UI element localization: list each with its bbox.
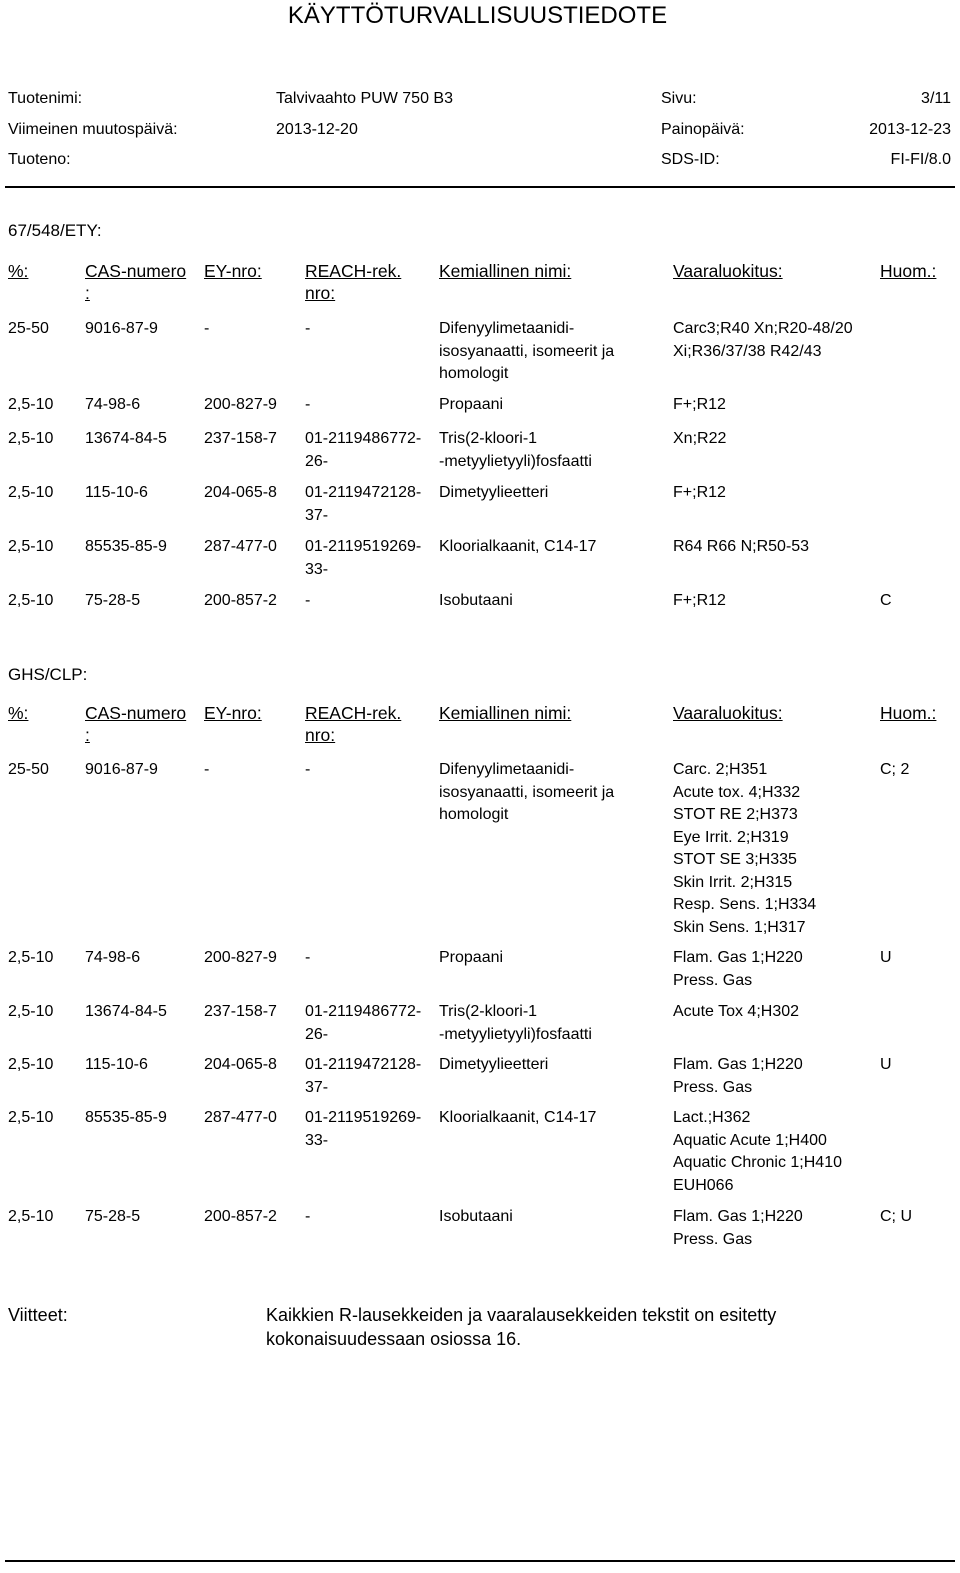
reach-number-cell: 01-2119519269- (305, 538, 422, 555)
classification-cell: Xi;R36/37/38 R42/43 (673, 342, 822, 360)
references-text (266, 1303, 776, 1351)
percent-cell: 2,5-10 (8, 1208, 54, 1225)
reach-number-cell: 33- (305, 1131, 329, 1149)
chemical-name-cell: Tris(2-kloori-1 (439, 1003, 538, 1020)
ec-number-cell: 200-827-9 (204, 396, 277, 413)
chemical-name-cell: homologit (439, 365, 509, 382)
ec-number-cell: 200-857-2 (204, 592, 277, 609)
chemical-name-cell: isosyanaatti, isomeerit ja (439, 342, 615, 360)
ec-number-cell: 204-065-8 (204, 484, 277, 501)
column-header-classification: Vaaraluokitus: (673, 261, 783, 281)
classification-cell: Skin Sens. 1;H317 (673, 918, 806, 936)
notes-cell: U (880, 949, 892, 966)
chemical-name-cell: Difenyylimetaanidi- (439, 320, 575, 337)
references-label: Viitteet: (8, 1305, 68, 1325)
classification-cell: Flam. Gas 1;H220 (673, 1208, 803, 1225)
reach-number-cell: - (305, 761, 311, 778)
classification-cell: STOT RE 2;H373 (673, 806, 798, 823)
chemical-name-cell: Isobutaani (439, 1208, 513, 1225)
percent-cell: 2,5-10 (8, 396, 54, 413)
chemical-name-cell: isosyanaatti, isomeerit ja (439, 783, 615, 801)
reach-number-cell: 01-2119519269- (305, 1109, 422, 1126)
column-header-reach: REACH-rek. (305, 261, 402, 281)
reach-number-cell: 01-2119472128- (305, 1056, 422, 1073)
classification-cell: Press. Gas (673, 971, 753, 989)
classification-cell: Flam. Gas 1;H220 (673, 1056, 803, 1073)
reach-number-cell: 26- (305, 1025, 329, 1043)
percent-cell: 25-50 (8, 761, 49, 778)
reach-number-cell: 37- (305, 1078, 329, 1096)
column-header-percent: %: (8, 703, 29, 723)
ec-number-cell: - (204, 320, 210, 337)
page-title: KÄYTTÖTURVALLISUUSTIEDOTE (287, 2, 668, 29)
column-header-notes: Huom.: (880, 261, 937, 281)
classification-cell: F+;R12 (673, 592, 726, 609)
notes-cell: C; 2 (880, 761, 910, 778)
reach-number-cell: - (305, 320, 311, 337)
classification-cell: Press. Gas (673, 1078, 753, 1096)
ec-number-cell: 204-065-8 (204, 1056, 277, 1073)
percent-cell: 2,5-10 (8, 592, 54, 609)
ec-number-cell: 287-477-0 (204, 538, 277, 555)
percent-cell: 2,5-10 (8, 949, 54, 966)
percent-cell: 2,5-10 (8, 1056, 54, 1073)
column-header-cas: CAS-numero (85, 703, 187, 723)
section-title: 67/548/ETY: (8, 221, 102, 240)
chemical-name-cell: Dimetyylieetteri (439, 1056, 549, 1073)
print-date-label: Painopäivä: (661, 121, 745, 138)
column-header-cas: : (85, 283, 90, 303)
classification-cell: Lact.;H362 (673, 1109, 751, 1126)
footer-divider (5, 1560, 955, 1562)
chemical-name-cell: Propaani (439, 396, 504, 413)
chemical-name-cell: homologit (439, 806, 509, 823)
ec-number-cell: - (204, 761, 210, 778)
cas-number-cell: 115-10-6 (85, 484, 148, 501)
sds-id-value: FI-FI/8.0 (890, 151, 951, 168)
product-name-value: Talvivaahto PUW 750 B3 (276, 90, 453, 107)
chemical-name-cell: Kloorialkaanit, C14-17 (439, 1109, 597, 1126)
cas-number-cell: 74-98-6 (85, 949, 141, 966)
percent-cell: 2,5-10 (8, 430, 54, 447)
cas-number-cell: 75-28-5 (85, 1208, 141, 1225)
page-label: Sivu: (661, 90, 697, 107)
classification-cell: Resp. Sens. 1;H334 (673, 896, 817, 913)
cas-number-cell: 9016-87-9 (85, 320, 158, 337)
header-divider (5, 186, 955, 188)
revision-date-value: 2013-12-20 (276, 121, 358, 138)
reach-number-cell: - (305, 396, 311, 413)
classification-cell: Acute tox. 4;H332 (673, 783, 801, 801)
chemical-name-cell: Dimetyylieetteri (439, 484, 549, 501)
reach-number-cell: - (305, 949, 311, 966)
column-header-reach: nro: (305, 725, 336, 745)
classification-cell: R64 R66 N;R50-53 (673, 538, 810, 555)
ec-number-cell: 237-158-7 (204, 430, 277, 447)
reach-number-cell: 33- (305, 560, 329, 578)
references-line: Kaikkien R-lausekkeiden ja vaaralausekkeiden tekstit on esitetty (266, 1305, 777, 1325)
notes-cell: C; U (880, 1208, 912, 1225)
percent-cell: 2,5-10 (8, 538, 54, 555)
column-header-percent: %: (8, 261, 29, 281)
chemical-name-cell: Propaani (439, 949, 504, 966)
sds-id-label: SDS-ID: (661, 151, 720, 168)
cas-number-cell: 115-10-6 (85, 1056, 148, 1073)
reach-number-cell: 26- (305, 452, 329, 470)
classification-cell: Flam. Gas 1;H220 (673, 949, 803, 966)
reach-number-cell: - (305, 592, 311, 609)
column-header-chemical-name: Kemiallinen nimi: (439, 261, 572, 281)
percent-cell: 2,5-10 (8, 484, 54, 501)
classification-cell: F+;R12 (673, 396, 726, 413)
ec-number-cell: 200-857-2 (204, 1208, 277, 1225)
column-header-cas: CAS-numero (85, 261, 187, 281)
page-value: 3/11 (921, 90, 951, 107)
column-header-reach: REACH-rek. (305, 703, 402, 723)
reach-number-cell: 01-2119472128- (305, 484, 422, 501)
classification-cell: Aquatic Acute 1;H400 (673, 1131, 827, 1149)
classification-cell: Aquatic Chronic 1;H410 (673, 1154, 842, 1171)
column-header-chemical-name: Kemiallinen nimi: (439, 703, 572, 723)
column-header-ec: EY-nro: (204, 261, 262, 281)
product-no-label: Tuoteno: (8, 151, 71, 168)
ec-number-cell: 287-477-0 (204, 1109, 277, 1126)
notes-cell: U (880, 1056, 892, 1073)
chemical-name-cell: Isobutaani (439, 592, 513, 609)
ec-number-cell: 200-827-9 (204, 949, 277, 966)
cas-number-cell: 85535-85-9 (85, 538, 167, 555)
chemical-name-cell: Kloorialkaanit, C14-17 (439, 538, 597, 555)
ec-number-cell: 237-158-7 (204, 1003, 277, 1020)
section-title: GHS/CLP: (8, 665, 88, 684)
classification-cell: Carc3;R40 Xn;R20-48/20 (673, 320, 853, 337)
reach-number-cell: 37- (305, 506, 329, 524)
cas-number-cell: 9016-87-9 (85, 761, 158, 778)
classification-cell: Eye Irrit. 2;H319 (673, 828, 789, 846)
print-date-value: 2013-12-23 (869, 121, 951, 138)
classification-cell: Carc. 2;H351 (673, 761, 768, 778)
classification-cell: STOT SE 3;H335 (673, 851, 797, 868)
column-header-notes: Huom.: (880, 703, 937, 723)
chemical-name-cell: -metyylietyyli)fosfaatti (439, 452, 592, 470)
classification-cell: Acute Tox 4;H302 (673, 1003, 800, 1020)
revision-date-label: Viimeinen muutospäivä: (8, 121, 178, 138)
product-name-label: Tuotenimi: (8, 90, 83, 107)
column-header-classification: Vaaraluokitus: (673, 703, 783, 723)
percent-cell: 25-50 (8, 320, 49, 337)
references-line: kokonaisuudessaan osiossa 16. (266, 1329, 522, 1349)
percent-cell: 2,5-10 (8, 1109, 54, 1126)
cas-number-cell: 74-98-6 (85, 396, 141, 413)
reach-number-cell: - (305, 1208, 311, 1225)
classification-cell: EUH066 (673, 1176, 734, 1194)
classification-cell: Xn;R22 (673, 430, 727, 447)
classification-cell: Press. Gas (673, 1230, 753, 1248)
notes-cell: C (880, 592, 892, 609)
cas-number-cell: 13674-84-5 (85, 430, 167, 447)
cas-number-cell: 13674-84-5 (85, 1003, 167, 1020)
percent-cell: 2,5-10 (8, 1003, 54, 1020)
reach-number-cell: 01-2119486772- (305, 430, 422, 447)
classification-cell: F+;R12 (673, 484, 726, 501)
cas-number-cell: 85535-85-9 (85, 1109, 167, 1126)
column-header-ec: EY-nro: (204, 703, 262, 723)
chemical-name-cell: Difenyylimetaanidi- (439, 761, 575, 778)
chemical-name-cell: Tris(2-kloori-1 (439, 430, 538, 447)
column-header-reach: nro: (305, 283, 336, 303)
cas-number-cell: 75-28-5 (85, 592, 141, 609)
chemical-name-cell: -metyylietyyli)fosfaatti (439, 1025, 592, 1043)
reach-number-cell: 01-2119486772- (305, 1003, 422, 1020)
classification-cell: Skin Irrit. 2;H315 (673, 873, 793, 891)
column-header-cas: : (85, 725, 90, 745)
